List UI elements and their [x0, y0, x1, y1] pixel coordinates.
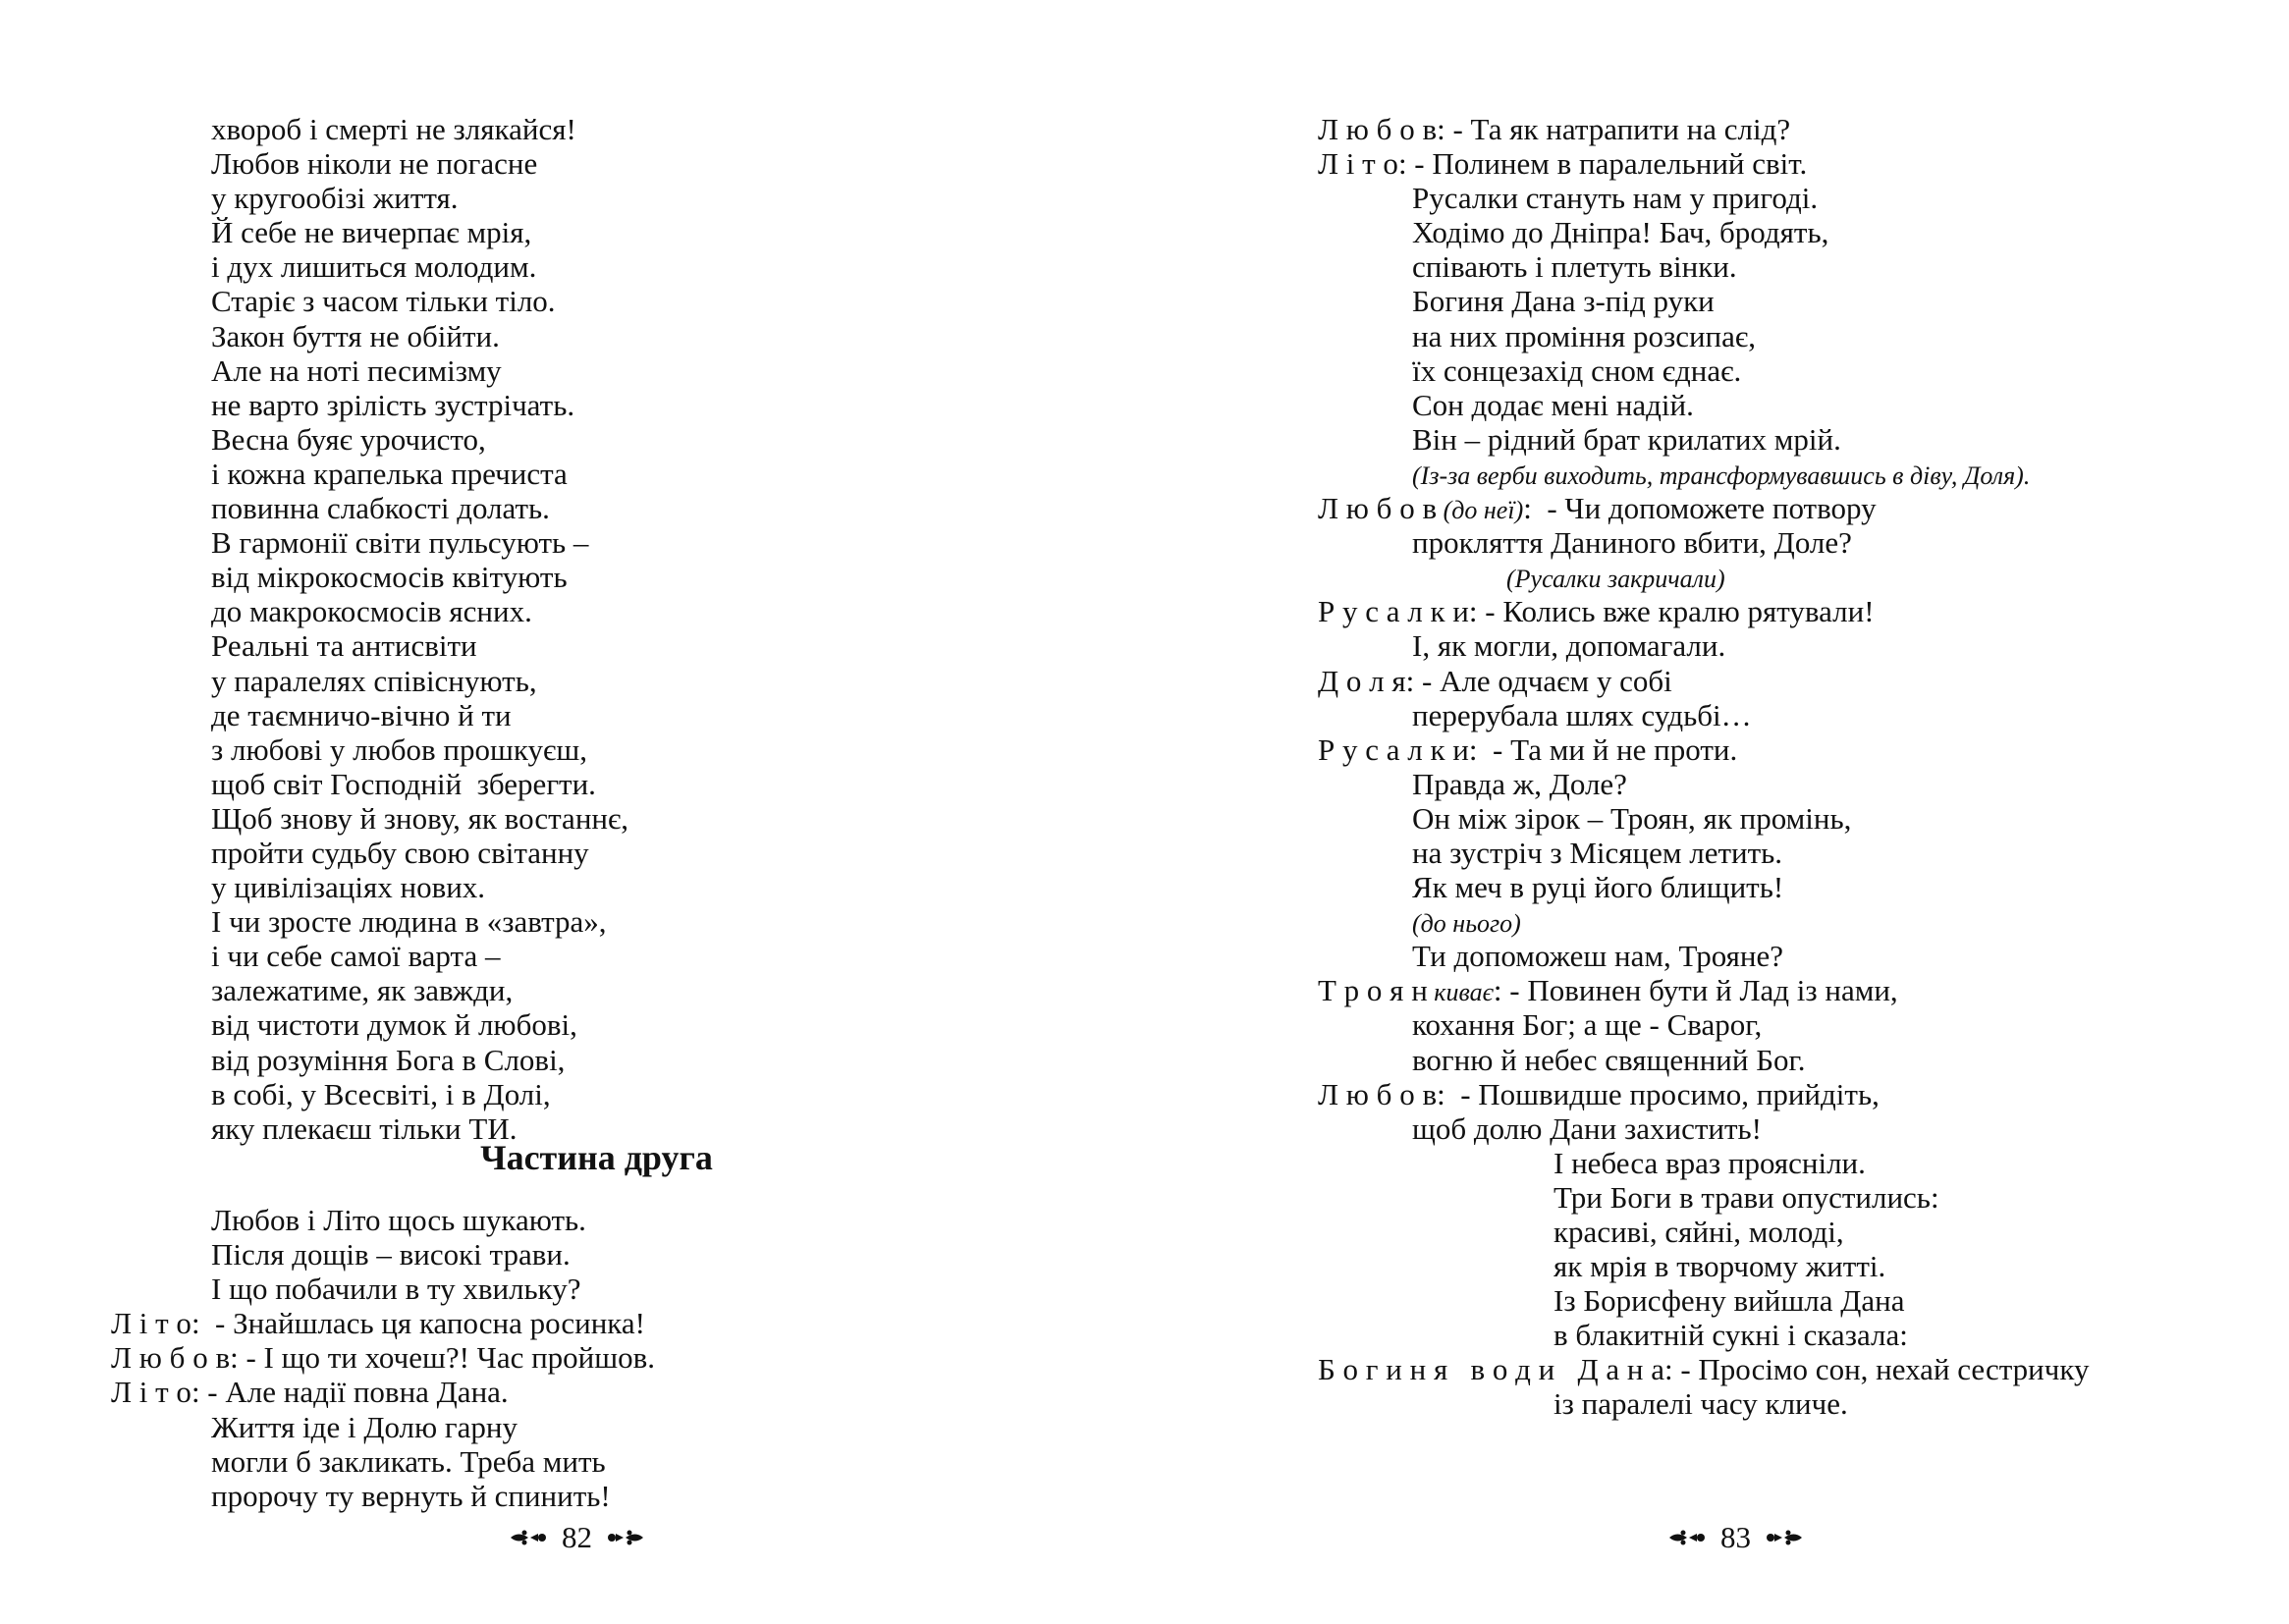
speaker-name: Л ю б о в	[1318, 112, 1438, 146]
verse-line	[1318, 249, 2089, 284]
line-text: Сон додає мені надій.	[1412, 387, 1694, 422]
speaker-name: Б о г и н я в о д и Д а н а	[1318, 1352, 1664, 1387]
stage-direction-text: (Із-за верби виходить, трансформувавшись в діву, Доля).	[1412, 460, 2031, 490]
verse-line	[111, 1237, 655, 1272]
poem-line: у паралелях співіснують,	[211, 663, 537, 698]
verse-line	[1318, 1386, 2089, 1421]
verse-line	[111, 1410, 655, 1444]
line-text: красиві, сяйні, молоді,	[1553, 1215, 1844, 1249]
line-text: І що побачили в ту хвильку?	[211, 1272, 581, 1307]
stage-direction	[1318, 457, 2089, 491]
right-page	[1144, 0, 2289, 1624]
poem-line: щоб світ Господній зберегти.	[211, 766, 596, 801]
line-text: : - Але одчаєм у собі	[1405, 663, 1672, 698]
verse-line	[1318, 1111, 2089, 1146]
poem-line: від чистоти думок й любові,	[211, 1007, 577, 1043]
inline-stage-direction: киває	[1427, 978, 1494, 1007]
speaker-name: Л ю б о в	[1318, 491, 1438, 526]
dialogue-line	[111, 1340, 655, 1375]
verse-line	[1318, 870, 2089, 904]
verse-line	[1318, 388, 2089, 422]
line-text: : - Але надії повна Дана.	[191, 1375, 509, 1410]
line-text: : - І що ти хочеш?! Час пройшов.	[230, 1340, 656, 1376]
line-text: на зустріч з Місяцем летить.	[1412, 835, 1783, 870]
line-text: І, як могли, допомагали.	[1412, 628, 1726, 664]
line-text: щоб долю Дани захистить!	[1412, 1110, 1762, 1146]
dialogue-line	[1318, 112, 2089, 146]
verse-line	[1318, 319, 2089, 353]
verse-line	[111, 1272, 655, 1306]
speaker-name: Д о л я	[1318, 663, 1406, 698]
inline-stage-direction: (до неї)	[1437, 496, 1524, 525]
verse-line	[1318, 284, 2089, 318]
poem-stanza	[211, 112, 628, 1146]
verse-line	[1318, 767, 2089, 801]
stage-direction-text: (Русалки закричали)	[1506, 565, 1725, 594]
speaker-name: Р у с а л к и	[1318, 731, 1469, 767]
floral-ornament-icon	[509, 1527, 552, 1548]
verse-line	[1318, 836, 2089, 870]
line-text: Ходімо до Дніпра! Бач, бродять,	[1412, 215, 1829, 250]
poem-line: Закон буття не обійти.	[211, 318, 500, 353]
page-number: 83	[1720, 1520, 1751, 1554]
poem-line: де таємничо-вічно й ти	[211, 697, 512, 732]
verse-line	[1318, 628, 2089, 663]
speaker-name: Р у с а л к и	[1318, 594, 1469, 629]
floral-ornament-icon	[1761, 1527, 1804, 1548]
line-text: : - Чи допоможете потвору	[1523, 491, 1877, 526]
dialogue-line	[1318, 594, 2089, 628]
poem-line: від розуміння Бога в Слові,	[211, 1042, 566, 1077]
verse-line	[111, 1479, 655, 1513]
line-text: в блакитній сукні і сказала:	[1553, 1318, 1908, 1353]
poem-line: В гармонії світи пульсують –	[211, 525, 589, 561]
line-text: Любов і Літо щось шукають.	[211, 1203, 586, 1237]
verse-line	[1318, 422, 2089, 457]
poem-line: з любові у любов прошкуєш,	[211, 731, 587, 767]
line-text: : - Повинен бути й Лад із нами,	[1493, 973, 1898, 1008]
dialogue-line	[1318, 973, 2089, 1007]
floral-ornament-icon	[1667, 1527, 1711, 1548]
poem-line: Старіє з часом тільки тіло.	[211, 284, 556, 319]
verse-line	[1318, 939, 2089, 973]
dialogue-line	[1318, 664, 2089, 698]
line-text: Після дощів – високі трави.	[211, 1237, 571, 1272]
poem-line: Весна буяє урочисто,	[211, 421, 486, 457]
line-text: : - Та ми й не проти.	[1468, 731, 1738, 767]
verse-line	[1318, 1283, 2089, 1318]
verse-line	[111, 1444, 655, 1479]
dialogue-line	[1318, 732, 2089, 767]
poem-line: залежатиме, як завжди,	[211, 973, 514, 1008]
verse-line	[1318, 353, 2089, 388]
line-text: Русалки стануть нам у пригоді.	[1412, 181, 1819, 216]
line-text: Он між зірок – Троян, як промінь,	[1412, 800, 1852, 836]
verse-line	[1318, 215, 2089, 249]
poem-line: до макрокосмосів ясних.	[211, 594, 532, 629]
verse-line	[1318, 1043, 2089, 1077]
poem-line: Любов ніколи не погасне	[211, 146, 538, 182]
verse-line	[1318, 525, 2089, 560]
line-text: на них проміння розсипає,	[1412, 318, 1756, 353]
line-text: : - Пошвидше просимо, прийдіть,	[1437, 1076, 1880, 1111]
line-text: : - Колись вже кралю рятували!	[1468, 594, 1875, 629]
dialogue-line	[1318, 146, 2089, 181]
line-text: Життя іде і Долю гарну	[211, 1409, 518, 1444]
poem-line: від мікрокосмосів квітують	[211, 560, 568, 595]
verse-line	[1318, 1249, 2089, 1283]
poem-line: яку плекаєш тільки ТИ.	[211, 1110, 518, 1146]
verse-line	[1318, 1215, 2089, 1249]
line-text: : - Знайшлась ця капосна росинка!	[191, 1306, 645, 1341]
line-text: : - Полинем в паралельний світ.	[1397, 146, 1808, 182]
page-number-footer	[509, 1520, 645, 1555]
section-heading: Частина друга	[480, 1138, 713, 1177]
line-text: Як меч в руці його блищить!	[1412, 870, 1784, 905]
line-text: пророчу ту вернуть й спинить!	[211, 1478, 611, 1513]
verse-line	[1318, 698, 2089, 732]
poem-line: і кожна крапелька пречиста	[211, 456, 568, 491]
line-text: Ти допоможеш нам, Трояне?	[1412, 939, 1784, 974]
dialogue-line	[111, 1306, 655, 1340]
verse-line	[1318, 1007, 2089, 1042]
verse-line	[1318, 1146, 2089, 1180]
line-text: перерубала шлях судьбі…	[1412, 697, 1752, 732]
poem-line: Але на ноті песимізму	[211, 352, 502, 388]
stage-direction-text: (до нього)	[1412, 909, 1521, 939]
poem-line: пройти судьбу свою світанну	[211, 835, 589, 870]
line-text: їх сонцезахід сном єднає.	[1412, 352, 1742, 388]
verse-line	[1318, 1180, 2089, 1215]
line-text: Із Борисфену вийшла Дана	[1553, 1283, 1905, 1319]
dialogue-line	[1318, 491, 2089, 525]
poem-line: Щоб знову й знову, як востаннє,	[211, 800, 629, 836]
dialogue-line	[1318, 1352, 2089, 1386]
dialogue-line	[1318, 1077, 2089, 1111]
line-text: співають і плетуть вінки.	[1412, 249, 1737, 285]
line-text: як мрія в творчому житті.	[1553, 1249, 1886, 1284]
poem-line: в собі, у Всесвіті, і в Долі,	[211, 1076, 551, 1111]
dialogue-block	[1318, 112, 2089, 1422]
poem-line: Й себе не вичерпає мрія,	[211, 215, 532, 250]
poem-line: Реальні та антисвіти	[211, 628, 477, 664]
line-text: І небеса враз проясніли.	[1553, 1145, 1866, 1180]
line-text: кохання Бог; а ще - Сварог,	[1412, 1007, 1763, 1043]
verse-line	[1318, 1318, 2089, 1352]
line-text: Богиня Дана з-під руки	[1412, 284, 1715, 319]
line-text: : - Просімо сон, нехай сестричку	[1663, 1352, 2090, 1387]
poem-line: не варто зрілість зустрічать.	[211, 387, 575, 422]
verse-line	[111, 1203, 655, 1237]
verse-line	[1318, 801, 2089, 836]
line-text: вогню й небес священний Бог.	[1412, 1042, 1806, 1077]
poem-line: і дух лишиться молодим.	[211, 249, 537, 285]
speaker-name: Л і т о	[111, 1375, 191, 1410]
line-text: із паралелі часу кличе.	[1553, 1386, 1848, 1422]
line-text: Він – рідний брат крилатих мрій.	[1412, 421, 1841, 457]
line-text: : - Та як натрапити на слід?	[1437, 112, 1791, 146]
stage-direction	[1318, 560, 2089, 594]
line-text: прокляття Даниного вбити, Доле?	[1412, 525, 1852, 561]
speaker-name: Л ю б о в	[111, 1340, 231, 1376]
poem-line: І чи зросте людина в «завтра»,	[211, 904, 607, 940]
speaker-name: Л і т о	[1318, 146, 1398, 182]
poem-line: і чи себе самої варта –	[211, 939, 501, 974]
line-text: Три Боги в трави опустились:	[1553, 1179, 1939, 1215]
dialogue-line	[111, 1375, 655, 1409]
line-text: Правда ж, Доле?	[1412, 766, 1627, 801]
floral-ornament-icon	[602, 1527, 645, 1548]
dialogue-block	[111, 1203, 655, 1513]
verse-line	[1318, 181, 2089, 215]
speaker-name: Л ю б о в	[1318, 1076, 1438, 1111]
poem-line: хвороб і смерті не злякайся!	[211, 112, 576, 146]
left-page	[0, 0, 1144, 1624]
page-number: 82	[562, 1520, 592, 1554]
poem-line: у цивілізаціях нових.	[211, 870, 486, 905]
speaker-name: Л і т о	[111, 1306, 191, 1341]
page-number-footer	[1667, 1520, 1804, 1555]
stage-direction	[1318, 904, 2089, 939]
speaker-name: Т р о я н	[1318, 973, 1428, 1008]
poem-line: повинна слабкості долать.	[211, 491, 550, 526]
line-text: могли б закликать. Треба мить	[211, 1443, 606, 1479]
poem-line: у кругообізі життя.	[211, 181, 459, 216]
